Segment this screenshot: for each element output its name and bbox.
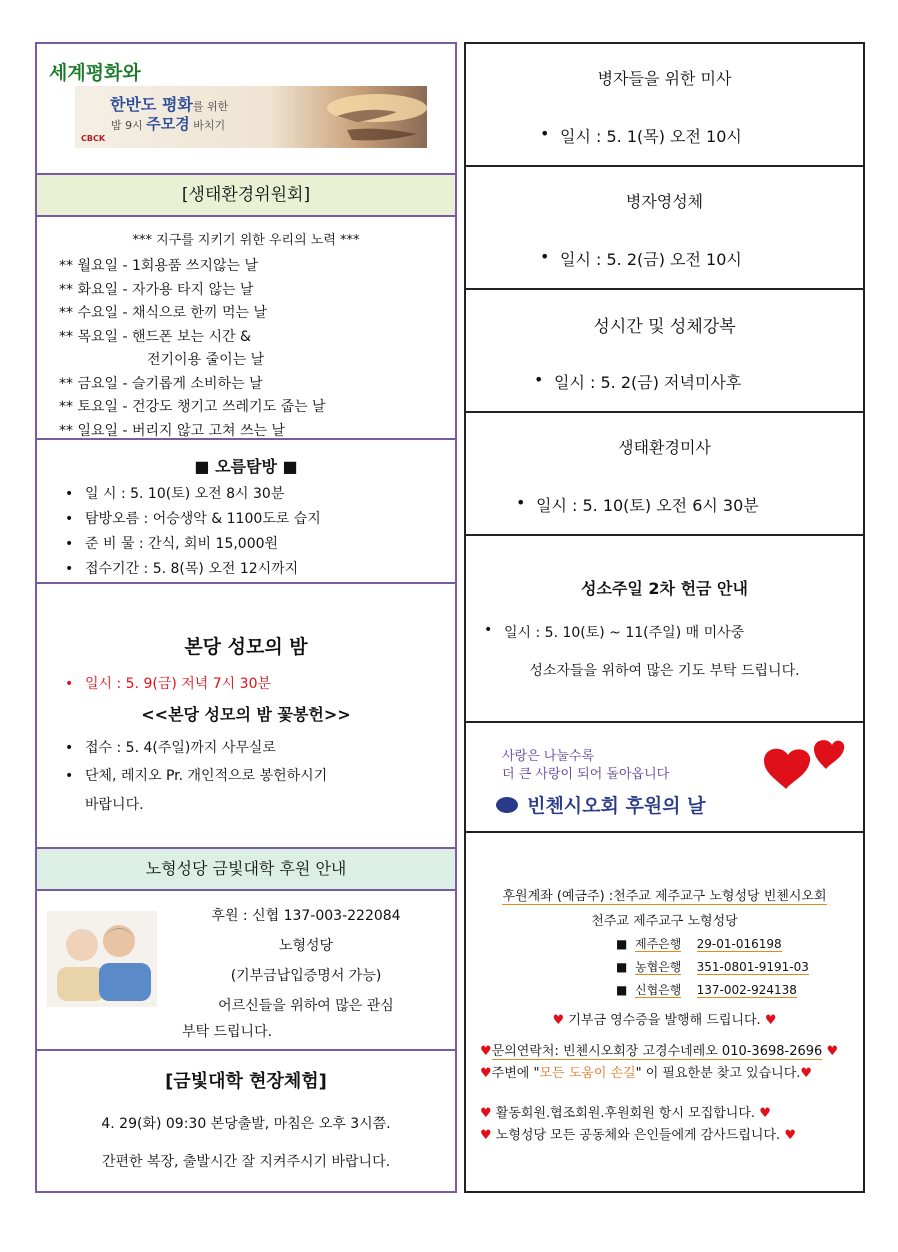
heart-icon: ♥ [480,1066,492,1081]
golden-univ-receipt: (기부금납입증명서 가능) [230,968,382,984]
oreum-deadline: • 접수기간 : 5. 8(목) 오전 12시까지 [59,557,321,582]
mary-night-title: 본당 성모의 밤 [184,636,308,658]
banner-pray-text: 바치기 [193,119,226,132]
event-sick-communion [466,167,863,290]
oreum-place: • 탐방오름 : 어승생악 & 1100도로 습지 [59,507,321,532]
golden-univ-lines [167,901,445,1021]
bank-row-nh [616,956,809,979]
event-title: 성시간 및 성체강복 [593,317,736,337]
oreum-date: • 일 시 : 5. 10(토) 오전 8시 30분 [59,482,321,507]
golden-univ-title: 노형성당 금빛대학 후원 안내 [145,859,347,878]
event-eco-mass [466,413,863,536]
praying-hands-icon [297,86,427,148]
eco-item-thu-cont: 전기이용 줄이는 날 [147,352,265,368]
mary-night-section [37,584,455,849]
hearts-icon [754,733,846,789]
bank-row-jeju [616,933,809,956]
donation-account-line2: 천주교 제주교구 노형성당 [591,914,738,929]
second-collection-title: 성소주일 2차 헌금 안내 [581,579,748,598]
eco-item-sat: ** 토요일 - 건강도 챙기고 쓰레기도 줍는 날 [59,399,326,415]
banner-prayer-text: 주모경 [146,115,190,133]
mary-night-register: • 접수 : 5. 4(주일)까지 사무실로 [59,734,447,762]
vincent-banner [486,733,846,823]
heart-icon: ♥ [480,1106,492,1121]
donation-section [466,833,863,1193]
donation-account-line [466,885,863,904]
square-bullet-icon: ■ [616,983,628,997]
donation-recruit-line [480,1103,859,1125]
vincent-title-row [496,791,706,818]
heart-icon: ♥ [764,1013,777,1028]
event-detail-list [528,370,741,393]
vincent-banner-section [466,723,863,833]
event-detail: • 일시 : 5. 2(금) 오전 10시 [534,247,742,270]
event-detail: • 일시 : 5. 1(목) 오전 10시 [534,124,742,147]
event-title: 생태환경미사 [618,438,711,457]
oreum-supplies: • 준 비 물 : 간식, 회비 15,000원 [59,532,321,557]
event-title: 병자영성체 [625,192,704,211]
eco-item-mon: ** 월요일 - 1회용품 쓰지않는 날 [59,258,258,274]
mary-night-date: • 일시 : 5. 9(금) 저녁 7시 30분 [59,670,447,698]
golden-univ-header [37,849,455,891]
donation-help-highlight: 모든 도움이 손길 [539,1066,636,1081]
vincent-line2: 더 큰 사랑이 되어 돌아옵니다 [502,767,670,782]
mary-night-offer-cont: 바랍니다. [85,797,144,813]
donation-receipt: 기부금 영수증을 발행해 드립니다. [568,1013,761,1028]
oreum-list [59,482,321,582]
heart-icon: ♥ [480,1044,492,1059]
heart-icon: ♥ [552,1013,565,1028]
eco-committee-header [37,175,455,217]
second-collection-date: • 일시 : 5. 10(토) ~ 11(주일) 매 미사중 [478,622,744,642]
field-trip-line1: 4. 29(화) 09:30 본당출발, 마침은 오후 3시쯤. [101,1116,391,1132]
heart-icon: ♥ [826,1044,839,1059]
banner-peace-text: 한반도 평화 [110,95,193,114]
banner-time-text: 밤 9시 [111,119,143,132]
bank-number: 351-0801-9191-03 [696,960,809,974]
second-collection-note: 성소자들을 위하여 많은 기도 부탁 드립니다. [529,663,800,679]
donation-help-line [480,1063,859,1085]
event-detail-list [534,247,742,270]
square-bullet-icon: ■ [616,937,628,951]
mary-night-details [59,734,447,790]
event-detail-list [534,124,742,147]
bank-number: 29-01-016198 [696,937,782,951]
bank-list [616,933,809,1002]
cbck-logo: CBCK [81,134,106,143]
event-detail: • 일시 : 5. 2(금) 저녁미사후 [528,370,741,393]
vincent-line1: 사랑은 나눌수록 [502,749,595,764]
eco-intro: *** 지구를 지키기 위한 우리의 노력 *** [132,233,360,248]
banner-for-text: 를 위한 [192,100,229,113]
mary-night-subtitle: <<본당 성모의 밤 꽃봉헌>> [141,705,351,724]
field-trip-title: [금빛대학 현장체험] [165,1071,327,1092]
event-title: 병자들을 위한 미사 [597,69,732,88]
vincent-title: 빈첸시오회 후원의 날 [527,795,706,817]
donation-contact-block [480,1041,859,1085]
heart-icon: ♥ [784,1128,796,1143]
event-detail: • 일시 : 5. 10(토) 오전 6시 30분 [510,493,759,516]
event-holy-hour [466,290,863,413]
donation-contact: 문의연락처: 빈첸시오회장 고경수네레오 010-3698-2696 [491,1044,823,1059]
square-bullet-icon: ■ [616,960,628,974]
vincent-logo-icon [496,797,518,813]
right-column [464,42,865,1193]
donation-thanks: 노형성당 모든 공동체와 은인들에게 감사드립니다. [495,1128,781,1143]
event-detail-list [510,493,759,516]
eco-committee-section [37,217,455,440]
bank-name: 신협은행 [634,983,682,997]
donation-help-prefix: 주변에 " [491,1066,540,1081]
donation-footer [480,1103,859,1147]
field-trip-section [37,1051,455,1193]
peace-banner [75,86,427,148]
field-trip-line2: 간편한 복장, 출발시간 잘 지켜주시기 바랍니다. [101,1154,391,1170]
bank-number: 137-002-924138 [696,983,797,997]
second-collection-list [478,622,744,642]
eco-list [59,255,326,443]
oreum-title: ■ 오름탐방 ■ [194,457,298,476]
second-collection-section [466,536,863,723]
elderly-couple-image [47,911,157,1007]
eco-item-wed: ** 수요일 - 채식으로 한끼 먹는 날 [59,305,268,321]
eco-item-thu: ** 목요일 - 핸드폰 보는 시간 & [59,328,251,345]
donation-contact-line [480,1041,859,1063]
mary-night-list [59,670,447,698]
golden-univ-holder: 노형성당 [278,938,334,954]
eco-item-sun: ** 일요일 - 버리지 않고 고쳐 쓰는 날 [59,422,286,439]
golden-univ-request-cont: 부탁 드립니다. [182,1024,273,1040]
bank-row-shinhyup [616,979,809,1002]
peace-section [37,44,455,175]
eco-item-fri: ** 금요일 - 슬기롭게 소비하는 날 [59,375,263,392]
donation-account-text: 후원계좌 (예금주) :천주교 제주교구 노형성당 빈첸시오회 [502,889,827,904]
eco-committee-title: [생태환경위원회] [181,185,311,205]
donation-recruit: 활동회원.협조회원.후원회원 항시 모집합니다. [495,1106,756,1121]
golden-univ-section [37,891,455,1051]
donation-receipt-line [466,1009,863,1028]
donation-help-suffix: " 이 필요한분 찾고 있습니다. [635,1066,801,1081]
peace-title: 세계평화와 [49,62,141,84]
bank-name: 제주은행 [634,937,682,951]
bank-name: 농협은행 [634,960,682,974]
heart-icon: ♥ [800,1066,813,1081]
left-column [35,42,457,1193]
mary-night-offer: • 단체, 레지오 Pr. 개인적으로 봉헌하시기 [59,762,447,790]
donation-thanks-line [480,1125,859,1147]
golden-univ-request: 어르신들을 위하여 많은 관심 [218,998,394,1014]
oreum-section [37,440,455,584]
event-sick-mass [466,44,863,167]
heart-icon: ♥ [480,1128,492,1143]
eco-item-tue: ** 화요일 - 자가용 타지 않는 날 [59,281,254,298]
heart-icon: ♥ [759,1106,771,1121]
golden-univ-account: 후원 : 신협 137-003-222084 [211,908,401,924]
